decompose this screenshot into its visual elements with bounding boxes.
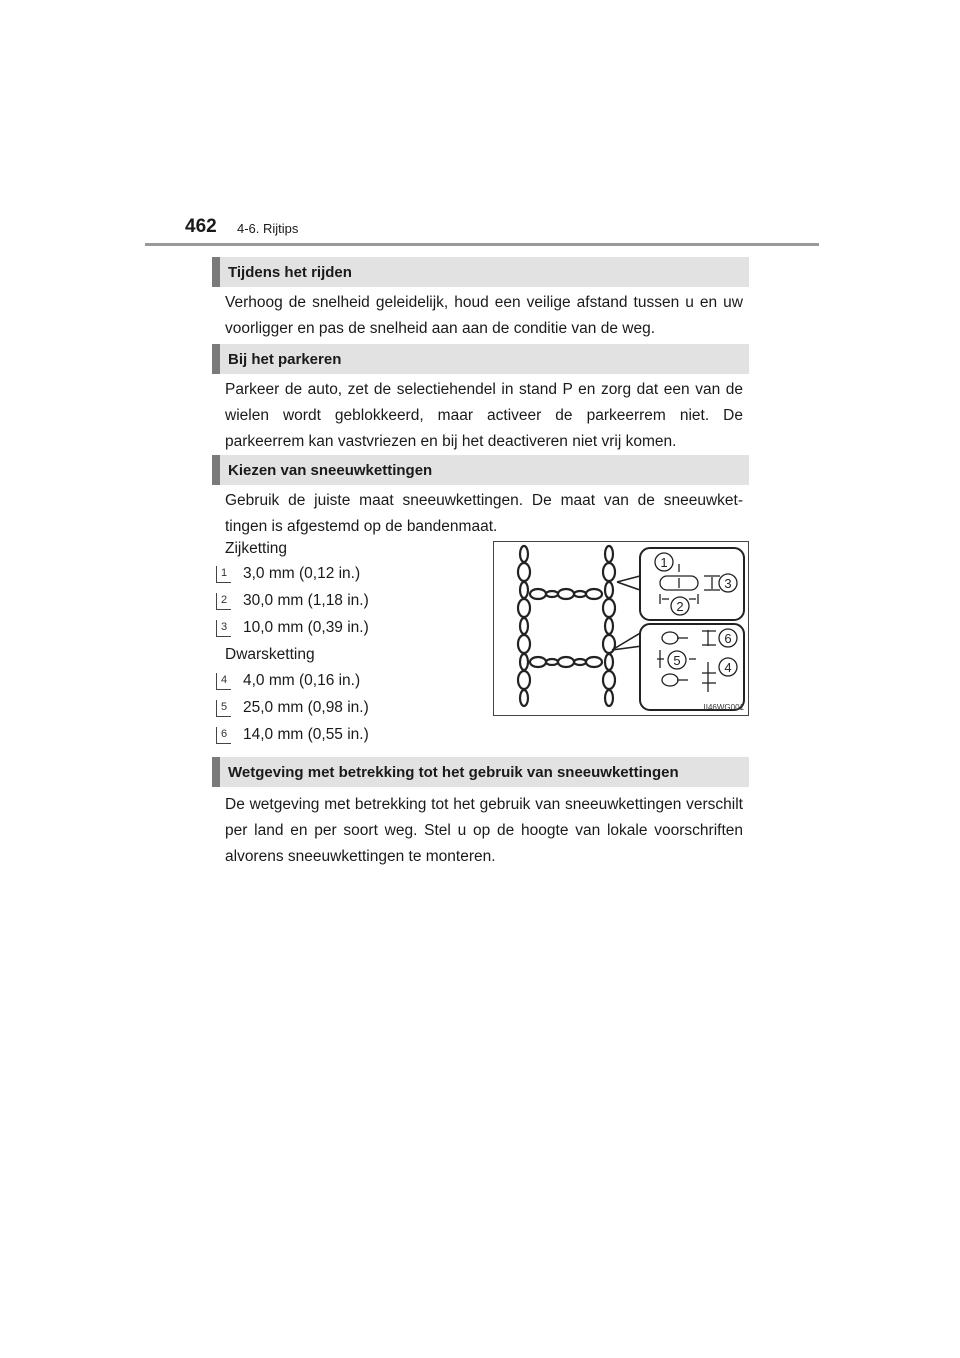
spec-value: 10,0 mm (0,39 in.) (243, 619, 369, 636)
spec-item (216, 590, 369, 612)
paragraph-parking: Parkeer de auto, zet de selectiehendel in stand P en zorg dat een van de wielen wordt geblokkeerd, maar activeer de parkeerrem niet. De parkeerrem kan vastvriezen en bij het deactiveren niet vrij komen. (225, 381, 743, 450)
spec-value: 30,0 mm (1,18 in.) (243, 592, 369, 609)
spec-number: 6 (216, 727, 231, 744)
callout-4: 4 (724, 660, 732, 675)
spec-value: 3,0 mm (0,12 in.) (243, 565, 361, 582)
paragraph-legislation: De wetgeving met betrekking tot het gebruik van sneeuwkettingen verschilt per land en per soort weg. Stel u op de hoogte van lokale voorschriften alvorens sneeuwkettingen te monteren. (225, 796, 743, 865)
callout-5: 5 (673, 653, 681, 668)
paragraph-driving: Verhoog de snelheid geleidelijk, houd een veilige afstand tussen u en uw voorligger en pas de snelheid aan aan de conditie van de weg. (225, 294, 743, 337)
figure-code: II46WG001 (703, 703, 744, 712)
spec-item (216, 563, 360, 585)
callout-1: 1 (660, 555, 668, 570)
heading-parking: Bij het parkeren (212, 344, 749, 374)
cross-chain-label: Dwarsketting (225, 646, 315, 663)
spec-value: 14,0 mm (0,55 in.) (243, 726, 369, 743)
page-number: 462 (185, 216, 217, 237)
spec-number: 3 (216, 620, 231, 637)
heading-driving: Tijdens het rijden (212, 257, 749, 287)
spec-item (216, 670, 360, 692)
heading-legislation: Wetgeving met betrekking tot het gebruik van sneeuwkettingen (212, 757, 749, 787)
spec-item (216, 697, 369, 719)
spec-number: 4 (216, 673, 231, 690)
callout-3: 3 (724, 576, 732, 591)
paragraph-chains: Gebruik de juiste maat sneeuwkettingen. De maat van de sneeuwket-tingen is afgestemd op de bandenmaat. (225, 492, 743, 535)
header-rule (145, 243, 819, 246)
spec-value: 25,0 mm (0,98 in.) (243, 699, 369, 716)
snow-chain-illustration (493, 541, 749, 716)
spec-value: 4,0 mm (0,16 in.) (243, 672, 361, 689)
spec-item (216, 724, 369, 746)
section-reference: 4-6. Rijtips (237, 221, 299, 236)
spec-number: 2 (216, 593, 231, 610)
spec-number: 5 (216, 700, 231, 717)
callout-2: 2 (676, 599, 684, 614)
heading-chains: Kiezen van sneeuwkettingen (212, 455, 749, 485)
spec-item (216, 617, 369, 639)
spec-number: 1 (216, 566, 231, 583)
callout-6: 6 (724, 631, 732, 646)
chain-drawing (494, 542, 748, 715)
side-chain-label: Zijketting (225, 540, 288, 557)
